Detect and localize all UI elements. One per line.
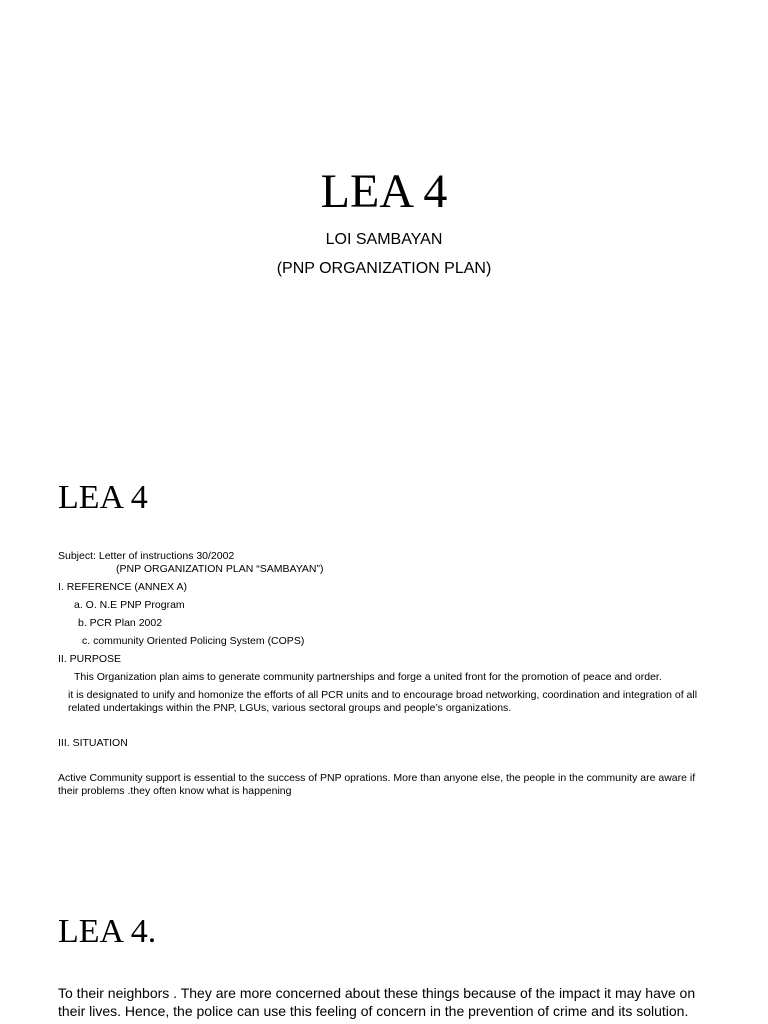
slide-continuation <box>0 880 768 1024</box>
slide-heading: LEA 4 <box>58 479 148 516</box>
slide-heading: LEA 4. <box>58 913 157 950</box>
purpose-paragraph: This Organization plan aims to generate community partnerships and forge a united front for the promotion of peace and order. <box>74 671 662 683</box>
body-paragraph: To their neighbors . They are more concerned about these things because of the impact it may have on their lives. Hence, the police can use this feeling of concern in the prevention of crime and its solution. <box>58 985 696 1019</box>
subject-line: Subject: Letter of instructions 30/2002 <box>58 550 235 562</box>
slide-body <box>58 984 718 1020</box>
purpose-paragraph: it is designated to unify and homonize the efforts of all PCR units and to encourage broad networking, coordination and integration of all related undertakings within the PNP, LGUs, various sectoral groups and people’s organizations. <box>68 689 698 714</box>
reference-heading: I. REFERENCE (ANNEX A) <box>58 581 187 593</box>
situation-paragraph: Active Community support is essential to the success of PNP oprations. More than anyone else, the people in the community are aware if their problems .they often know what is happening <box>58 772 696 797</box>
subject-plan-line: (PNP ORGANIZATION PLAN “SAMBAYAN”) <box>116 563 324 575</box>
slide-subtitle-loi: LOI SAMBAYAN <box>325 231 443 248</box>
situation-heading: III. SITUATION <box>58 737 128 749</box>
slide-loi-details <box>0 460 768 860</box>
slide-title-heading: LEA 4 <box>320 165 448 218</box>
reference-item: a. O. N.E PNP Program <box>74 599 185 611</box>
reference-item: b. PCR Plan 2002 <box>78 617 163 629</box>
slide-subtitle-plan: (PNP ORGANIZATION PLAN) <box>276 260 492 277</box>
slide-title <box>0 0 768 440</box>
purpose-heading: II. PURPOSE <box>58 653 122 665</box>
reference-item: c. community Oriented Policing System (COPS) <box>82 635 305 647</box>
slide-body <box>58 550 718 798</box>
